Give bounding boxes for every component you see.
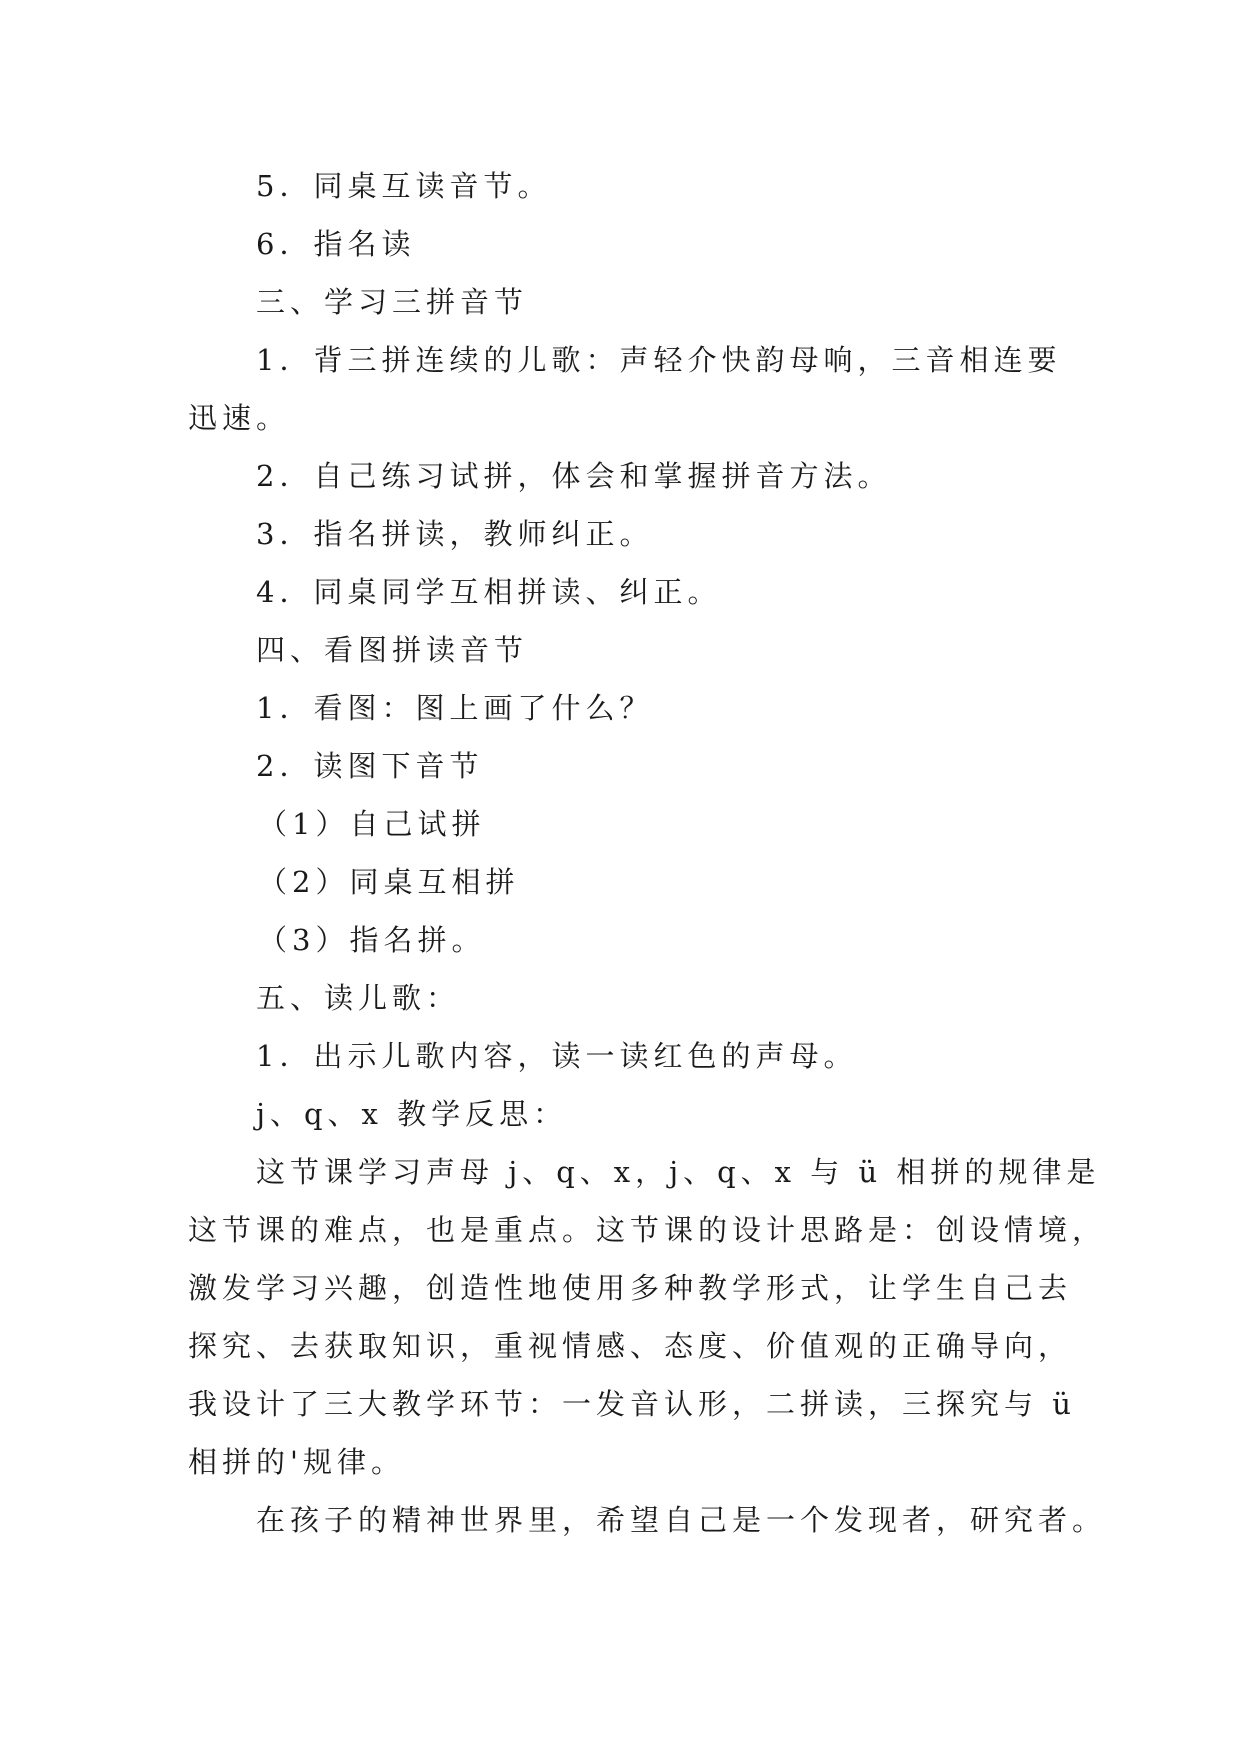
paragraph-line: 1．出示儿歌内容，读一读红色的声母。 xyxy=(256,1039,858,1073)
paragraph-line: 这节课学习声母 j、q、x，j、q、x 与 ü 相拼的规律是 xyxy=(256,1155,1101,1189)
paragraph-line: 我设计了三大教学环节：一发音认形，二拼读，三探究与 ü xyxy=(188,1387,1076,1421)
paragraph-line: 在孩子的精神世界里，希望自己是一个发现者，研究者。 xyxy=(256,1503,1107,1537)
section-heading: 五、读儿歌： xyxy=(256,981,461,1015)
paragraph-line: （2）同桌互相拼 xyxy=(258,865,520,899)
paragraph-line: 这节课的难点，也是重点。这节课的设计思路是：创设情境， xyxy=(188,1213,1107,1247)
paragraph-line: （3）指名拼。 xyxy=(258,923,486,957)
paragraph-line: 2．读图下音节 xyxy=(256,749,484,783)
paragraph-line: （1）自己试拼 xyxy=(258,807,486,841)
section-heading: 三、学习三拼音节 xyxy=(256,285,529,319)
paragraph-line: 1．看图：图上画了什么？ xyxy=(256,691,654,725)
section-heading: 四、看图拼读音节 xyxy=(256,633,529,667)
paragraph-line: 2．自己练习试拼，体会和掌握拼音方法。 xyxy=(256,459,892,493)
paragraph-line: 3．指名拼读，教师纠正。 xyxy=(256,517,654,551)
section-heading: j、q、x 教学反思： xyxy=(256,1097,568,1131)
paragraph-line: 4．同桌同学互相拼读、纠正。 xyxy=(256,575,722,609)
paragraph-line: 相拼的'规律。 xyxy=(188,1445,405,1479)
paragraph-line: 1．背三拼连续的儿歌：声轻介快韵母响，三音相连要 xyxy=(256,343,1062,377)
paragraph-line: 探究、去获取知识，重视情感、态度、价值观的正确导向， xyxy=(188,1329,1073,1363)
paragraph-line: 5．同桌互读音节。 xyxy=(256,169,552,203)
paragraph-line: 6．指名读 xyxy=(256,227,416,261)
paragraph-line: 迅速。 xyxy=(188,401,291,435)
paragraph-line: 激发学习兴趣，创造性地使用多种教学形式，让学生自己去 xyxy=(188,1271,1073,1305)
